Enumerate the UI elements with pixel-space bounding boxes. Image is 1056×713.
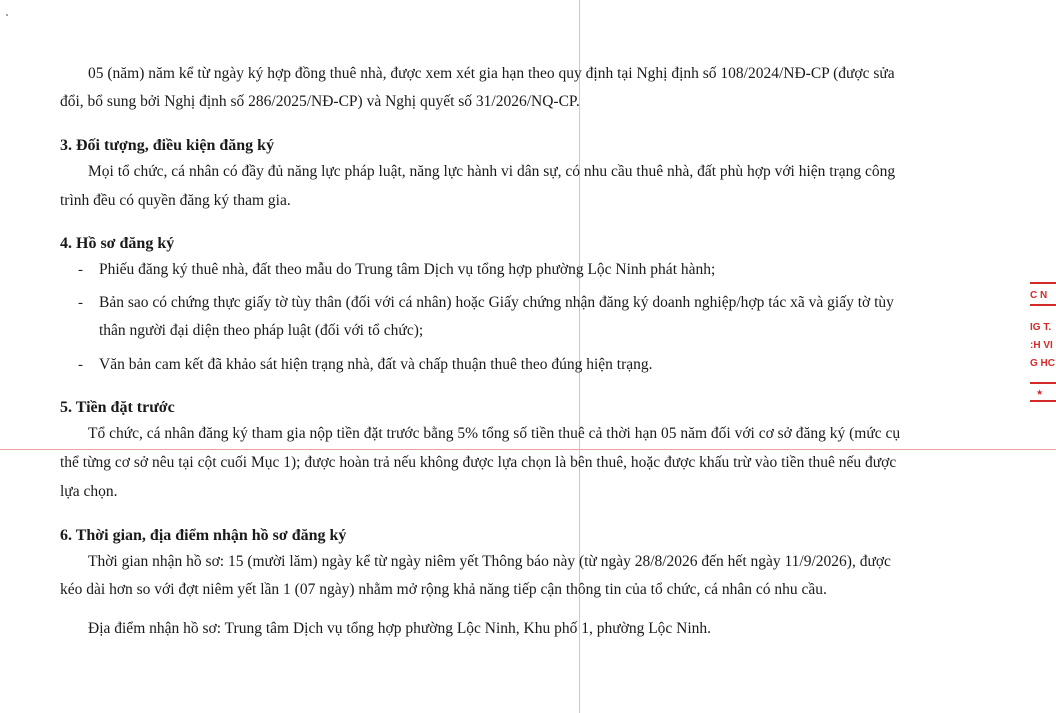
stamp-arc bbox=[1030, 382, 1056, 384]
section-4-item-1: Phiếu đăng ký thuê nhà, đất theo mẫu do Trung tâm Dịch vụ tổng hợp phường Lộc Ninh phát hành; bbox=[99, 261, 716, 278]
stamp-text-top: C N bbox=[1030, 290, 1048, 301]
section-6-heading: 6. Thời gian, địa điểm nhận hồ sơ đăng ký bbox=[60, 527, 347, 544]
bullet-dash: - bbox=[78, 295, 83, 311]
stamp-text-3: G HC bbox=[1030, 358, 1055, 369]
section-6-line-2: kéo dài hơn so với đợt niêm yết lần 1 (07 ngày) nhằm mở rộng khả năng tiếp cận thông tin của tổ chức, cá nhân có nhu cầu. bbox=[60, 581, 827, 598]
section-4-item-2-line-1: Bản sao có chứng thực giấy tờ tùy thân (đối với cá nhân) hoặc Giấy chứng nhận đăng ký doanh nghiệp/hợp tác xã và giấy tờ tùy bbox=[99, 294, 894, 311]
official-stamp bbox=[1024, 272, 1056, 412]
section-3-line-1: Mọi tổ chức, cá nhân có đầy đủ năng lực pháp luật, năng lực hành vi dân sự, có nhu cầu thuê nhà, đất phù hợp với hiện trạng công bbox=[88, 163, 896, 180]
section-4-heading: 4. Hồ sơ đăng ký bbox=[60, 235, 175, 252]
section-4-item-3: Văn bản cam kết đã khảo sát hiện trạng nhà, đất và chấp thuận thuê theo đúng hiện trạng. bbox=[99, 356, 653, 373]
stamp-star-icon: ★ bbox=[1036, 388, 1044, 397]
section-3-heading: 3. Đối tượng, điều kiện đăng ký bbox=[60, 137, 275, 154]
bullet-dash: - bbox=[78, 357, 83, 373]
section-5-line-2: thể từng cơ sở nêu tại cột cuối Mục 1); được hoàn trả nếu không được lựa chọn là bên thuê, hoặc được khấu trừ vào tiền thuê nếu được bbox=[60, 454, 897, 471]
stamp-arc bbox=[1030, 282, 1056, 284]
stamp-text-2: :H VI bbox=[1030, 340, 1053, 351]
section-5-line-3: lựa chọn. bbox=[60, 483, 118, 500]
intro-line-1: 05 (năm) năm kể từ ngày ký hợp đồng thuê nhà, được xem xét gia hạn theo quy định tại Nghị định số 108/2024/NĐ-CP (được sửa bbox=[88, 65, 895, 82]
bullet-dash: - bbox=[78, 262, 83, 278]
section-6-line-1: Thời gian nhận hồ sơ: 15 (mười lăm) ngày kể từ ngày niêm yết Thông báo này (từ ngày 28/8/2026 đến hết ngày 11/9/2026), được bbox=[88, 553, 891, 570]
stamp-text-1: IG T. bbox=[1030, 322, 1052, 333]
section-5-heading: 5. Tiền đặt trước bbox=[60, 399, 175, 416]
intro-line-2: đổi, bổ sung bởi Nghị định số 286/2025/NĐ-CP) và Nghị quyết số 31/2026/NQ-CP. bbox=[60, 93, 580, 110]
section-6-line-3: Địa điểm nhận hồ sơ: Trung tâm Dịch vụ tổng hợp phường Lộc Ninh, Khu phố 1, phường Lộc Ninh. bbox=[88, 620, 712, 637]
section-4-item-2-line-2: thân người đại diện theo pháp luật (đối với tổ chức); bbox=[99, 322, 424, 339]
stamp-arc bbox=[1030, 304, 1056, 306]
stamp-arc bbox=[1030, 400, 1056, 402]
scan-speck bbox=[6, 14, 8, 16]
red-guide-line bbox=[0, 449, 1056, 450]
section-5-line-1: Tổ chức, cá nhân đăng ký tham gia nộp tiền đặt trước bằng 5% tổng số tiền thuê cả thời hạn 05 năm đối với cơ sở đăng ký (mức cụ bbox=[88, 425, 901, 442]
section-3-line-2: trình đều có quyền đăng ký tham gia. bbox=[60, 192, 291, 209]
